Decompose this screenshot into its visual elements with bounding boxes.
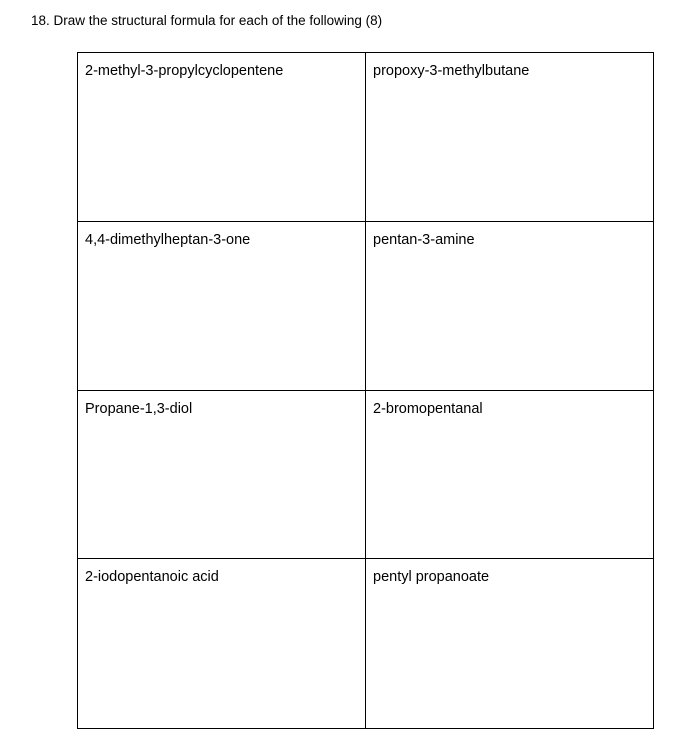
answer-cell bbox=[366, 391, 653, 560]
drawing-area[interactable] bbox=[366, 591, 653, 728]
answer-cell bbox=[78, 222, 366, 391]
drawing-area[interactable] bbox=[78, 85, 365, 221]
compound-name: pentan-3-amine bbox=[373, 231, 475, 248]
answer-cell bbox=[366, 222, 653, 391]
compound-name: 2-bromopentanal bbox=[373, 400, 483, 417]
drawing-area[interactable] bbox=[366, 85, 653, 221]
answer-table bbox=[77, 52, 654, 729]
question-prompt: 18. Draw the structural formula for each of the following (8) bbox=[31, 13, 383, 28]
drawing-area[interactable] bbox=[366, 423, 653, 559]
compound-name: propoxy-3-methylbutane bbox=[373, 63, 530, 79]
compound-name: 2-methyl-3-propylcyclopentene bbox=[85, 63, 284, 79]
drawing-area[interactable] bbox=[78, 423, 365, 559]
compound-name: 2-iodopentanoic acid bbox=[85, 569, 219, 586]
answer-cell bbox=[78, 559, 366, 728]
compound-name: pentyl propanoate bbox=[373, 569, 490, 586]
answer-cell bbox=[366, 53, 653, 222]
drawing-area[interactable] bbox=[78, 591, 365, 728]
answer-cell bbox=[366, 559, 653, 728]
answer-cell bbox=[78, 391, 366, 560]
compound-name: 4,4-dimethylheptan-3-one bbox=[85, 231, 251, 248]
drawing-area[interactable] bbox=[78, 254, 365, 390]
drawing-area[interactable] bbox=[366, 254, 653, 390]
compound-name: Propane-1,3-diol bbox=[85, 400, 193, 417]
answer-cell bbox=[78, 53, 366, 222]
